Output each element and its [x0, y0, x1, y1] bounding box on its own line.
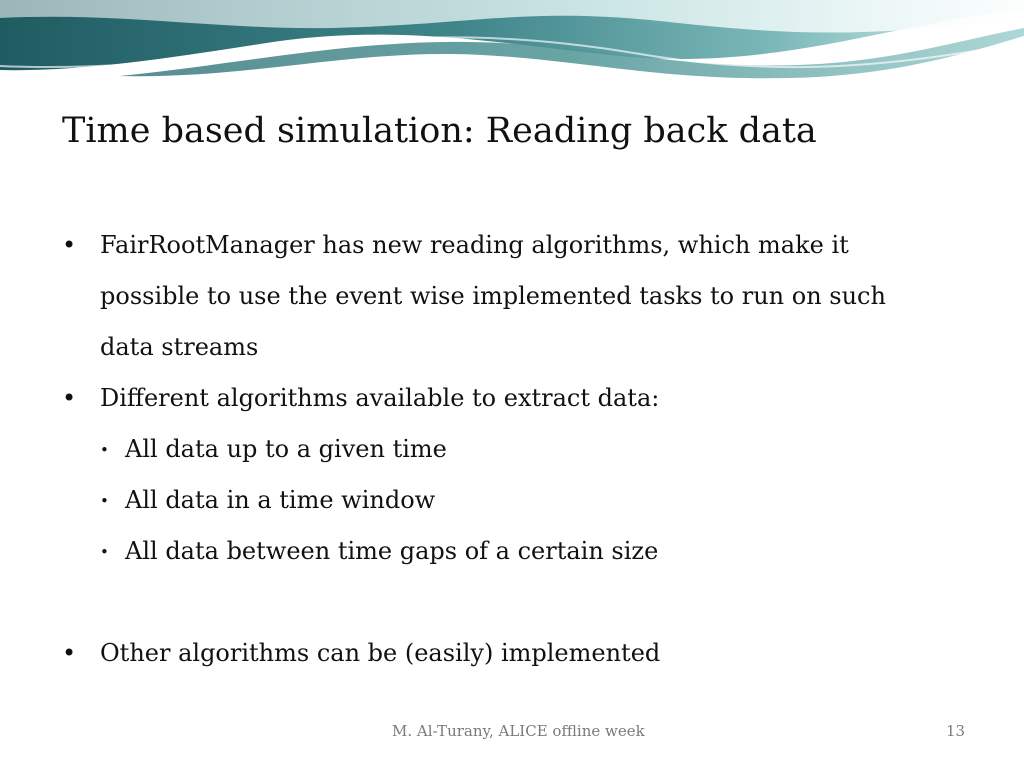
sub-bullet-marker: • [100, 492, 109, 510]
sub-bullet-text: All data in a time window [125, 486, 436, 514]
sub-bullet-marker: • [100, 441, 109, 459]
bullet-spacer [62, 577, 942, 628]
bullet-list [62, 220, 942, 679]
footer-author: M. Al-Turany, ALICE offline week [392, 722, 645, 740]
page-number: 13 [946, 722, 966, 740]
bullet-item [62, 373, 942, 424]
sub-bullet-item [62, 475, 942, 526]
bullet-item [62, 220, 942, 373]
slide-title: Time based simulation: Reading back data [62, 111, 817, 151]
bullet-marker: • [62, 384, 77, 412]
bullet-text: Other algorithms can be (easily) implemented [100, 639, 661, 667]
sub-bullet-text: All data between time gaps of a certain size [125, 537, 659, 565]
sub-bullet-item [62, 424, 942, 475]
bullet-text: FairRootManager has new reading algorithms, which make it possible to use the event wise implemented tasks to run on such data streams [100, 231, 886, 361]
sub-bullet-text: All data up to a given time [125, 435, 447, 463]
sub-bullet-list [62, 424, 942, 577]
bullet-item [62, 628, 942, 679]
bullet-marker: • [62, 231, 77, 259]
header-wave-graphic [0, 0, 1024, 90]
sub-bullet-item [62, 526, 942, 577]
bullet-text: Different algorithms available to extract data: [100, 384, 660, 412]
bullet-marker: • [62, 639, 77, 667]
sub-bullet-marker: • [100, 543, 109, 561]
